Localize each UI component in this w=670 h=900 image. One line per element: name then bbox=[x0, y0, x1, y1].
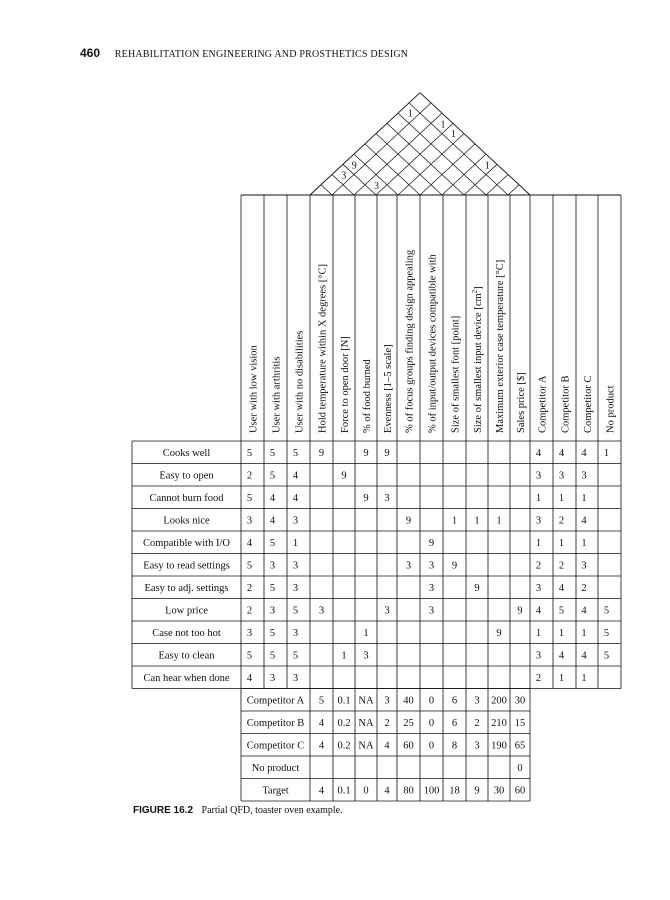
bottom-cell-value: 4 bbox=[318, 717, 325, 729]
bottom-cell-value: 0.2 bbox=[337, 740, 351, 752]
bottom-row-label: Competitor B bbox=[246, 717, 305, 729]
bottom-cell-value: 8 bbox=[451, 740, 458, 752]
cell-value: 5 bbox=[269, 537, 276, 549]
cell-value: 5 bbox=[292, 650, 299, 662]
cell-value: 4 bbox=[581, 605, 587, 617]
row-label: Looks nice bbox=[163, 515, 210, 527]
cell-value: 4 bbox=[246, 672, 253, 684]
cell-value: 1 bbox=[535, 537, 542, 549]
bottom-cell-value: 6 bbox=[451, 717, 458, 729]
cell-value: 5 bbox=[603, 605, 610, 617]
cell-value: 2 bbox=[246, 470, 253, 482]
figure-label: FIGURE 16.2 bbox=[133, 805, 194, 816]
cell-value: 5 bbox=[603, 650, 610, 662]
cell-value: 1 bbox=[535, 492, 542, 504]
column-header: % of focus groups finding design appealing bbox=[404, 249, 416, 433]
cell-value: 9 bbox=[428, 537, 435, 549]
roof-correlation-value: 1 bbox=[451, 129, 456, 141]
cell-value: 4 bbox=[581, 447, 587, 459]
cell-value: 3 bbox=[318, 605, 325, 617]
bottom-cell-value: 2 bbox=[384, 717, 390, 729]
cell-value: 2 bbox=[246, 605, 253, 617]
bottom-cell-value: 80 bbox=[403, 785, 414, 797]
column-header: User with low vision bbox=[248, 345, 260, 433]
cell-value: 4 bbox=[292, 492, 299, 504]
bottom-cell-value: NA bbox=[358, 717, 374, 729]
cell-value: 4 bbox=[558, 582, 565, 594]
cell-value: 1 bbox=[496, 515, 502, 527]
cell-value: 3 bbox=[384, 605, 390, 617]
cell-value: 3 bbox=[581, 470, 587, 482]
bottom-cell-value: 190 bbox=[491, 740, 507, 752]
cell-value: 3 bbox=[535, 650, 542, 662]
column-header: Size of smallest font [point] bbox=[450, 315, 462, 433]
cell-value: 5 bbox=[246, 560, 253, 572]
cell-value: 5 bbox=[269, 447, 276, 459]
cell-value: 2 bbox=[558, 560, 565, 572]
roof-grid-line bbox=[343, 164, 376, 195]
bottom-cell-value: 60 bbox=[514, 785, 526, 797]
page-number: 460 bbox=[80, 46, 101, 60]
bottom-cell-value: NA bbox=[358, 740, 374, 752]
bottom-cell-value: 0.2 bbox=[337, 717, 351, 729]
cell-value: 3 bbox=[535, 582, 542, 594]
bottom-row-label: No product bbox=[251, 762, 300, 774]
cell-value: 3 bbox=[269, 605, 276, 617]
figure-caption-text: Partial QFD, toaster oven example. bbox=[201, 805, 343, 816]
bottom-cell-value: 200 bbox=[491, 695, 507, 707]
bottom-row-label: Competitor C bbox=[246, 740, 305, 752]
column-header: Sales price [$] bbox=[516, 372, 527, 433]
cell-value: 1 bbox=[341, 650, 347, 662]
cell-value: 1 bbox=[581, 627, 587, 639]
bottom-cell-value: 0 bbox=[428, 695, 435, 707]
cell-value: 9 bbox=[318, 447, 325, 459]
bottom-cell-value: 3 bbox=[474, 740, 480, 752]
cell-value: 3 bbox=[535, 515, 542, 527]
cell-value: 2 bbox=[246, 582, 253, 594]
cell-value: 5 bbox=[246, 650, 253, 662]
row-label: Compatible with I/O bbox=[143, 537, 230, 549]
cell-value: 2 bbox=[535, 560, 542, 572]
cell-value: 1 bbox=[581, 537, 587, 549]
cell-value: 1 bbox=[581, 492, 587, 504]
bottom-cell-value: 0 bbox=[428, 740, 435, 752]
bottom-cell-value: 60 bbox=[403, 740, 414, 752]
column-header: Maximum exterior case temperature [°C] bbox=[495, 259, 506, 433]
column-header: User with no disabilities bbox=[294, 330, 306, 433]
cell-value: 3 bbox=[363, 650, 369, 662]
cell-value: 9 bbox=[363, 492, 369, 504]
cell-value: 4 bbox=[269, 515, 276, 527]
cell-value: 4 bbox=[292, 470, 299, 482]
cell-value: 9 bbox=[405, 515, 412, 527]
cell-value: 3 bbox=[428, 582, 435, 594]
cell-value: 9 bbox=[384, 447, 390, 459]
row-label: Cooks well bbox=[162, 447, 211, 459]
cell-value: 9 bbox=[451, 560, 458, 572]
column-header: Competitor A bbox=[537, 375, 549, 433]
cell-value: 2 bbox=[535, 672, 542, 684]
cell-value: 9 bbox=[474, 582, 480, 594]
bottom-cell-value: 15 bbox=[514, 717, 526, 729]
cell-value: 3 bbox=[405, 560, 412, 572]
column-header: User with arthritis bbox=[271, 356, 283, 433]
roof-correlation-value: 1 bbox=[440, 119, 446, 131]
roof-correlation-value: 3 bbox=[374, 181, 379, 193]
bottom-cell-value: 5 bbox=[318, 695, 325, 707]
cell-value: 9 bbox=[496, 627, 502, 639]
cell-value: 4 bbox=[558, 650, 565, 662]
cell-value: 3 bbox=[581, 560, 587, 572]
column-header: Force to open door [N] bbox=[340, 336, 351, 433]
cell-value: 3 bbox=[292, 672, 299, 684]
cell-value: 5 bbox=[292, 447, 299, 459]
bottom-cell-value: 9 bbox=[474, 785, 480, 797]
cell-value: 1 bbox=[451, 515, 458, 527]
row-label: Case not too hot bbox=[152, 627, 221, 639]
roof-grid-line bbox=[376, 123, 453, 195]
roof-grid-line bbox=[321, 185, 332, 195]
column-header: Competitor C bbox=[583, 375, 594, 433]
cell-value: 1 bbox=[558, 492, 565, 504]
bottom-cell-value: 4 bbox=[384, 785, 390, 797]
cell-value: 3 bbox=[428, 605, 435, 617]
bottom-cell-value: 4 bbox=[384, 740, 390, 752]
column-header: % of input/output devices compatible with bbox=[427, 254, 439, 433]
column-header: Hold temperature within X degrees [°C] bbox=[317, 264, 329, 433]
cell-value: 9 bbox=[341, 470, 347, 482]
bottom-cell-value: 4 bbox=[318, 785, 325, 797]
cell-value: 4 bbox=[581, 515, 587, 527]
cell-value: 3 bbox=[558, 470, 565, 482]
roof-correlation-value: 3 bbox=[341, 170, 347, 182]
cell-value: 9 bbox=[363, 447, 369, 459]
cell-value: 3 bbox=[292, 627, 299, 639]
bottom-cell-value: 65 bbox=[514, 740, 526, 752]
cell-value: 3 bbox=[292, 515, 299, 527]
cell-value: 5 bbox=[269, 650, 276, 662]
cell-value: 4 bbox=[558, 447, 565, 459]
bottom-cell-value: 18 bbox=[449, 785, 460, 797]
bottom-cell-value: 0.1 bbox=[337, 695, 351, 707]
cell-value: 3 bbox=[428, 560, 435, 572]
bottom-cell-value: 0 bbox=[428, 717, 435, 729]
cell-value: 2 bbox=[581, 582, 587, 594]
cell-value: 1 bbox=[363, 627, 369, 639]
bottom-cell-value: 30 bbox=[514, 695, 526, 707]
cell-value: 2 bbox=[558, 515, 565, 527]
row-label: Easy to open bbox=[159, 470, 214, 482]
roof-grid-line bbox=[508, 185, 519, 195]
bottom-cell-value: NA bbox=[358, 695, 374, 707]
cell-value: 9 bbox=[517, 605, 523, 617]
column-header: % of food burned bbox=[362, 359, 373, 433]
bottom-cell-value: 210 bbox=[491, 717, 507, 729]
roof-grid-line bbox=[420, 144, 475, 195]
roof-grid-line bbox=[464, 164, 497, 195]
roof-correlation-value: 9 bbox=[351, 160, 357, 172]
cell-value: 4 bbox=[535, 605, 542, 617]
cell-value: 5 bbox=[246, 447, 253, 459]
cell-value: 5 bbox=[246, 492, 253, 504]
bottom-cell-value: 40 bbox=[403, 695, 414, 707]
bottom-cell-value: 3 bbox=[474, 695, 480, 707]
cell-value: 4 bbox=[246, 537, 253, 549]
cell-value: 3 bbox=[269, 560, 276, 572]
cell-value: 5 bbox=[269, 470, 276, 482]
cell-value: 5 bbox=[292, 605, 299, 617]
cell-value: 3 bbox=[292, 582, 299, 594]
cell-value: 5 bbox=[603, 627, 610, 639]
cell-value: 1 bbox=[535, 627, 542, 639]
column-header: No product bbox=[605, 385, 617, 433]
cell-value: 5 bbox=[269, 627, 276, 639]
bottom-cell-value: 3 bbox=[384, 695, 390, 707]
row-label: Easy to read settings bbox=[143, 560, 230, 572]
cell-value: 3 bbox=[292, 560, 299, 572]
cell-value: 4 bbox=[535, 447, 542, 459]
cell-value: 3 bbox=[246, 627, 253, 639]
bottom-row-label: Target bbox=[262, 785, 289, 797]
cell-value: 1 bbox=[558, 627, 565, 639]
bottom-cell-value: 100 bbox=[423, 785, 440, 797]
row-label: Cannot burn food bbox=[149, 492, 224, 504]
row-label: Easy to adj. settings bbox=[144, 582, 229, 594]
roof-correlation-value: 1 bbox=[484, 160, 490, 172]
roof-grid-line bbox=[332, 103, 431, 195]
cell-value: 1 bbox=[558, 537, 565, 549]
bottom-cell-value: 0.1 bbox=[337, 785, 351, 797]
cell-value: 1 bbox=[292, 537, 299, 549]
cell-value: 3 bbox=[535, 470, 542, 482]
cell-value: 1 bbox=[558, 672, 565, 684]
cell-value: 5 bbox=[558, 605, 565, 617]
cell-value: 3 bbox=[384, 492, 390, 504]
bottom-cell-value: 0 bbox=[517, 762, 523, 774]
roof-grid-line bbox=[409, 103, 508, 195]
cell-value: 5 bbox=[269, 582, 276, 594]
roof-correlation-value: 1 bbox=[407, 108, 413, 120]
cell-value: 4 bbox=[269, 492, 276, 504]
row-label: Easy to clean bbox=[158, 650, 215, 662]
cell-value: 4 bbox=[581, 650, 587, 662]
row-label: Can hear when done bbox=[143, 672, 230, 684]
cell-value: 3 bbox=[246, 515, 253, 527]
bottom-cell-value: 4 bbox=[318, 740, 325, 752]
running-title: REHABILITATION ENGINEERING AND PROSTHETICS DESIGN bbox=[114, 49, 409, 60]
cell-value: 1 bbox=[474, 515, 480, 527]
column-header: Competitor B bbox=[560, 375, 572, 433]
cell-value: 1 bbox=[581, 672, 587, 684]
bottom-cell-value: 0 bbox=[363, 785, 369, 797]
cell-value: 3 bbox=[269, 672, 276, 684]
row-label: Low price bbox=[165, 605, 208, 617]
figure-caption bbox=[133, 805, 343, 816]
bottom-cell-value: 30 bbox=[493, 785, 505, 797]
bottom-cell-value: 25 bbox=[403, 717, 414, 729]
bottom-cell-value: 2 bbox=[474, 717, 480, 729]
cell-value: 1 bbox=[603, 447, 610, 459]
bottom-row-label: Competitor A bbox=[246, 695, 305, 707]
column-header: Size of smallest input device $[cm^2]$ bbox=[471, 286, 484, 433]
column-header: Evenness [1–5 scale] bbox=[383, 344, 394, 433]
bottom-cell-value: 6 bbox=[451, 695, 458, 707]
